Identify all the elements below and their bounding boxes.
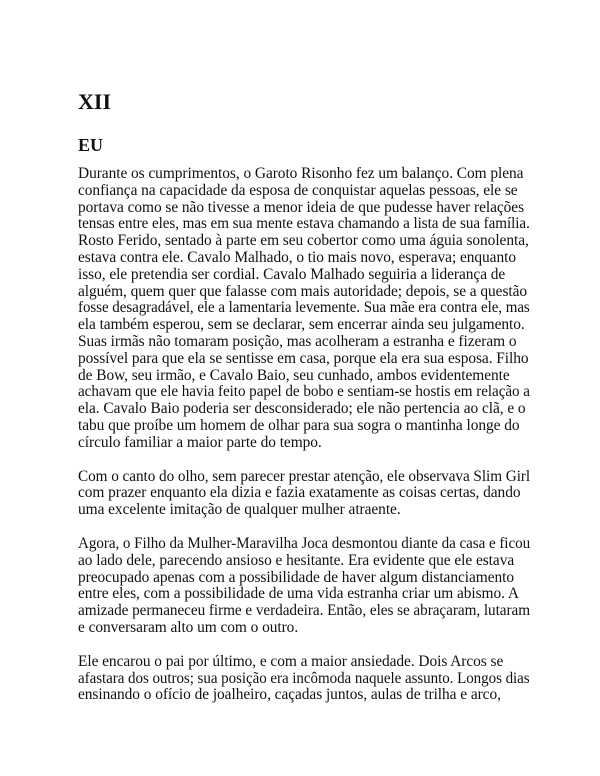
text-line: Agora, o Filho da Mulher-Maravilha Joca desmontou diante da casa e ficou xyxy=(78,534,531,552)
text-line: Suas irmãs não tomaram posição, mas acolheram a estranha e fizeram o xyxy=(78,332,517,350)
text-line: afastara dos outros; sua posição era incômoda naquele assunto. Longos dias xyxy=(78,669,530,687)
text-line: ensinando o ofício de joalheiro, caçadas juntos, aulas de trilha e arco, xyxy=(78,686,501,704)
text-line: confiança na capacidade da esposa de conquistar aquelas pessoas, ele se xyxy=(78,181,518,199)
text-line: uma excelente imitação de qualquer mulher atraente. xyxy=(78,501,401,519)
paragraph xyxy=(78,536,530,637)
text-line: Ele encarou o pai por último, e com a maior ansiedade. Dois Arcos se xyxy=(78,652,504,670)
text-line: alguém, quem quer que falasse com mais autoridade; depois, se a questão xyxy=(78,282,528,300)
text-line: preocupado apenas com a possibilidade de haver algum distanciamento xyxy=(78,568,514,586)
paragraph xyxy=(78,469,530,519)
text-line: ela também esperou, sem se declarar, sem encerrar ainda seu julgamento. xyxy=(78,316,525,334)
text-line: com prazer enquanto ela dizia e fazia exatamente as coisas certas, dando xyxy=(78,484,521,502)
text-line: estava contra ele. Cavalo Malhado, o tio mais novo, esperava; enquanto xyxy=(78,248,516,266)
text-line: tabu que proíbe um homem de olhar para sua sogra o mantinha longe do xyxy=(78,416,520,434)
text-line: amizade permaneceu firme e verdadeira. Então, eles se abraçaram, lutaram xyxy=(78,602,531,620)
text-line: fosse desagradável, ele a lamentaria levemente. Sua mãe era contra ele, mas xyxy=(78,299,530,317)
text-line: ao lado dele, parecendo ansioso e hesitante. Era evidente que ele estava xyxy=(78,551,515,569)
text-line: círculo familiar a maior parte do tempo. xyxy=(78,433,322,451)
text-line: Durante os cumprimentos, o Garoto Risonho fez um balanço. Com plena xyxy=(78,165,524,182)
chapter-title: EU xyxy=(78,135,104,155)
text-line: isso, ele pretendia ser cordial. Cavalo Malhado seguiria a liderança de xyxy=(78,265,506,283)
text-line: e conversaram alto um com o outro. xyxy=(78,618,299,636)
text-line: portava como se não tivesse a menor ideia de que pudesse haver relações xyxy=(78,198,525,216)
text-line: entre eles, com a possibilidade de uma vida estranha criar um abismo. A xyxy=(78,585,519,603)
text-line: ela. Cavalo Baio poderia ser desconsiderado; ele não pertencia ao clã, e o xyxy=(78,400,526,418)
chapter-number: XII xyxy=(78,89,112,114)
text-line: tensas entre eles, mas em sua mente estava chamando a lista de sua família. xyxy=(78,215,530,233)
text-line: achavam que ele havia feito papel de bobo e sentiam-se hostis em relação a xyxy=(78,383,530,401)
text-line: possível para que ela se sentisse em casa, porque ela era sua esposa. Filho xyxy=(78,349,529,367)
text-line: Com o canto do olho, sem parecer prestar atenção, ele observava Slim Girl xyxy=(78,467,531,485)
body-text xyxy=(78,166,530,721)
paragraph xyxy=(78,166,530,452)
text-line: Rosto Ferido, sentado à parte em seu cobertor como uma águia sonolenta, xyxy=(78,232,529,250)
paragraph xyxy=(78,654,530,704)
text-line: de Bow, seu irmão, e Cavalo Baio, seu cunhado, ambos evidentemente xyxy=(78,366,510,384)
